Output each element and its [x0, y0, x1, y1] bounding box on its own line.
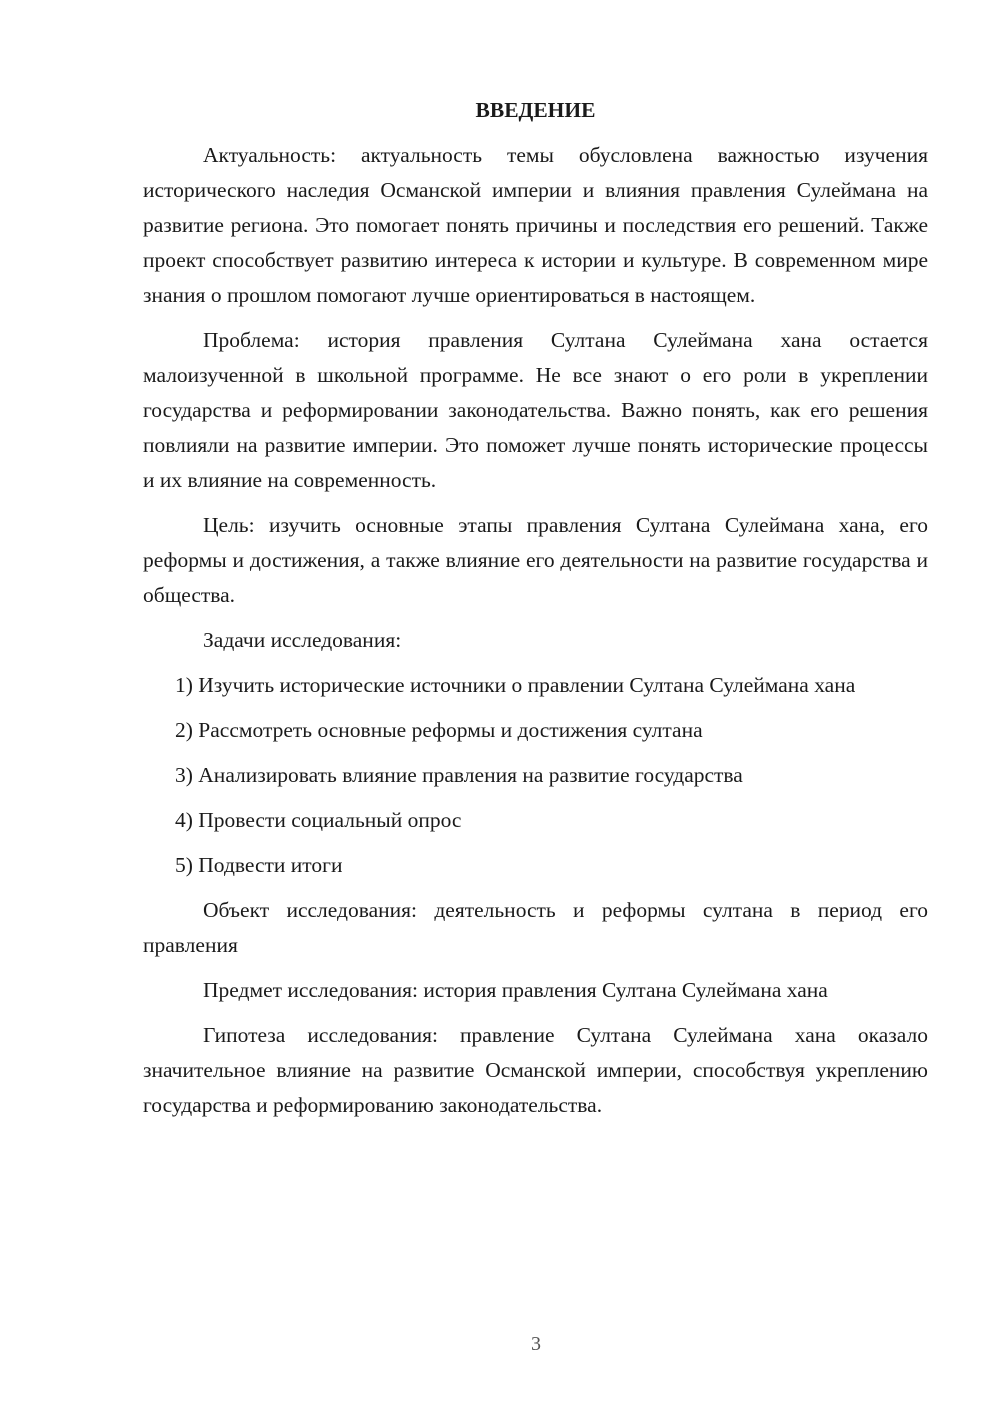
paragraph-problem: Проблема: история правления Султана Сулеймана хана остается малоизученной в школьной программе. Не все знают о его роли в укреплении государства и реформировании законодательства. Важно понять, как его решения повлияли на развитие империи. Это поможет лучше понять исторические процессы и их влияние на современность. [143, 328, 928, 492]
page-number: 3 [531, 1333, 541, 1355]
paragraph-hypothesis: Гипотеза исследования: правление Султана Сулеймана хана оказало значительное влияние на развитие Османской империи, способствуя укреплению государства и реформированию законодательства. [143, 1023, 928, 1117]
list-item: 2) Рассмотреть основные реформы и достижения султана [175, 718, 703, 742]
list-item: 1) Изучить исторические источники о правлении Султана Сулеймана хана [175, 673, 856, 697]
document-page [143, 94, 928, 1133]
paragraph-object: Объект исследования: деятельность и реформы султана в период его правления [143, 898, 928, 957]
tasks-heading: Задачи исследования: [203, 628, 402, 652]
list-item: 3) Анализировать влияние правления на развитие государства [175, 763, 743, 787]
tasks-list [143, 668, 928, 883]
paragraph-subject: Предмет исследования: история правления Султана Сулеймана хана [203, 978, 828, 1002]
page-title: ВВЕДЕНИЕ [475, 98, 596, 122]
list-item: 4) Провести социальный опрос [175, 808, 462, 832]
paragraph-goal: Цель: изучить основные этапы правления Султана Сулеймана хана, его реформы и достижения, а также влияние его деятельности на развитие государства и общества. [143, 513, 928, 607]
paragraph-relevance: Актуальность: актуальность темы обусловлена важностью изучения исторического наследия Османской империи и влияния правления Сулеймана на развитие региона. Это помогает понять причины и последствия его решений. Также проект способствует развитию интереса к истории и культуре. В современном мире знания о прошлом помогают лучше ориентироваться в настоящем. [143, 143, 928, 307]
list-item: 5) Подвести итоги [175, 853, 343, 877]
